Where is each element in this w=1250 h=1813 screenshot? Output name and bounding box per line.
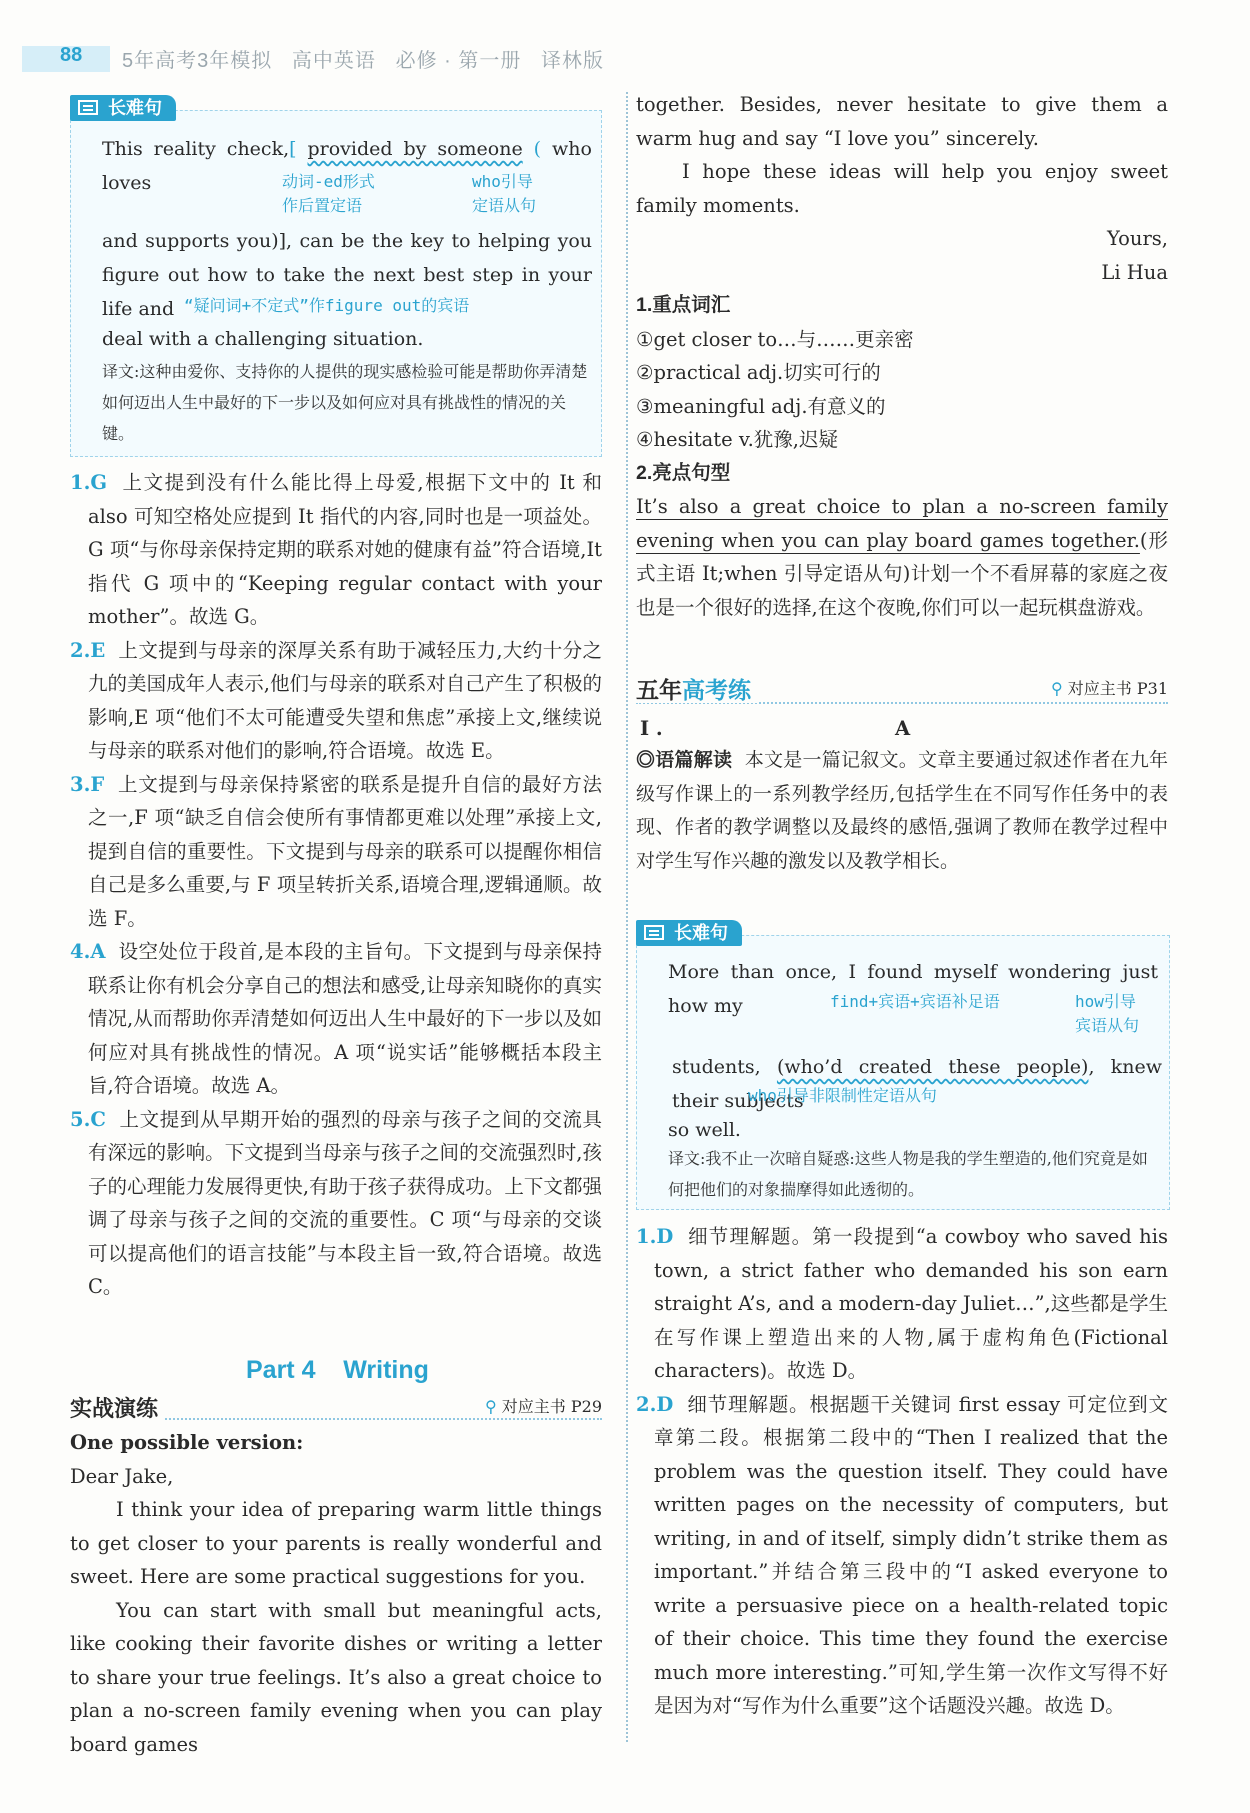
answer-text: 细节理解题。根据题干关键词 first essay 可定位到文章第二段。根据第二段中的“Then I realized that the problem was the question itself. They could have written pages on the necessity of computers, but writing, in and of itself, simply didn’t strike them as important.”并结合第三段中的“I asked everyone to write a persuasive piece on a health-related topic of their choice. This time they found the exercise much more interesting.”可知,学生第一次作文写得不好是因为对“写作为什么重要”这个话题没兴趣。故选 D。 xyxy=(654,1392,1168,1717)
ls2-text-a: students, xyxy=(672,1056,777,1078)
book-icon xyxy=(78,100,98,115)
ls2-line1: More than once, I found myself wondering just how my xyxy=(668,961,1158,1017)
answer-item xyxy=(636,1220,1168,1388)
book-title: 5年高考3年模拟 xyxy=(122,50,273,72)
ls1-text-a: This reality check, xyxy=(102,138,290,160)
ls2-text-c: , knew their subjects xyxy=(672,1056,1162,1112)
ls1-translation: 译文:这种由爱你、支持你的人提供的现实感检验可能是帮助你弄清楚如何迈出人生中最好的下一步以及如何应对具有挑战性的情况的关键。 xyxy=(102,362,588,443)
five-year-ref xyxy=(1045,676,1168,699)
answer-item xyxy=(70,634,602,768)
search-icon: ⚲ xyxy=(1050,679,1063,698)
ls1-text-c: provided by someone xyxy=(307,138,523,160)
book-icon xyxy=(644,925,664,940)
section-letter: A xyxy=(895,717,911,740)
ls2-anno-how: how引导 宾语从句 xyxy=(1075,992,1140,1035)
ls2-anno-who: who引导非限制性定语从句 xyxy=(748,1086,937,1105)
five-year-header xyxy=(636,672,1168,704)
long-sentence-tag-1 xyxy=(70,95,176,121)
answers-list-left xyxy=(70,466,602,1304)
practice-header xyxy=(70,1392,602,1420)
answer-item xyxy=(70,1103,602,1304)
ls1-line3: deal with a challenging situation. xyxy=(102,328,424,350)
vocab-item: ①get closer to…与……更亲密 xyxy=(636,327,914,351)
reading-label: ◎语篇解读 xyxy=(636,750,733,771)
vocab-item: ②practical adj.切实可行的 xyxy=(636,361,881,384)
ls2-translation: 译文:我不止一次暗自疑惑:这些人物是我的学生塑造的,他们究竟是如何把他们的对象揣摩得如此透彻的。 xyxy=(668,1149,1148,1199)
pattern-title: 2.亮点句型 xyxy=(636,461,731,484)
vocab-item: ④hesitate v.犹豫,迟疑 xyxy=(636,428,838,451)
answer-item xyxy=(70,768,602,936)
practice-ref xyxy=(479,1394,602,1417)
part-title: Part 4 Writing xyxy=(246,1356,429,1384)
answer-text: 细节理解题。第一段提到“a cowboy who saved his town, a strict father who demanded his son earn straight A’s, and a modern-day Juliet…”,这些都是学生在写作课上塑造出来的人物,属于虚构角色(Fictional characters)。故选 D。 xyxy=(654,1225,1168,1382)
reading-text: 本文是一篇记叙文。文章主要通过叙述作者在九年级写作课上的一系列教学经历,包括学生在不同写作任务中的表现、作者的教学调整以及最终的感悟,强调了教师在教学过程中对学生写作兴趣的激发以及教学相长。 xyxy=(636,749,1168,872)
ls1-text-e: who loves xyxy=(102,138,592,194)
answer-text: 上文提到从早期开始的强烈的母亲与孩子之间的交流具有深远的影响。下文提到当母亲与孩子之间的交流强烈时,孩子的心理能力发展得更快,有助于孩子获得成功。上下文都强调了母亲与孩子之间的交流的重要性。C 项“与母亲的交谈可以提高他们的语言技能”与本段主旨一致,符合语境。故选 C。 xyxy=(88,1107,602,1298)
answer-number: 5.C xyxy=(70,1107,106,1131)
answers-list-right xyxy=(636,1220,1168,1723)
answer-item xyxy=(636,1388,1168,1723)
pattern-sentence: It’s also a great choice to plan a no-screen family evening when you can play board games together. xyxy=(636,495,1168,552)
answer-number: 2.E xyxy=(70,638,106,662)
closing: Yours, xyxy=(1106,227,1168,250)
long-sentence-tag-2 xyxy=(636,920,742,946)
greeting: Dear Jake, xyxy=(70,1464,174,1488)
answer-text: 上文提到没有什么能比得上母爱,根据下文中的 It 和 also 可知空格处应提到 It 指代的内容,同时也是一项益处。G 项“与你母亲保持定期的联系对她的健康有益”符合语境,It 指代 G 项中的“Keeping regular contact with your mother”。故选 G。 xyxy=(88,471,602,628)
version-label: One possible version: xyxy=(70,1431,304,1454)
answer-text: 上文提到与母亲的深厚关系有助于减轻压力,大约十分之九的美国成年人表示,他们与母亲的联系对自己产生了积极的影响,E 项“他们不太可能遭受失望和焦虑”承接上文,继续说与母亲的联系对他们的影响,符合语境。故选 E。 xyxy=(88,638,602,762)
answer-number: 2.D xyxy=(636,1392,674,1416)
search-icon: ⚲ xyxy=(484,1397,497,1416)
vocab-item: ③meaningful adj.有意义的 xyxy=(636,394,886,418)
answer-item xyxy=(70,935,602,1103)
ls1-anno-who-clause: who引导 定语从句 xyxy=(472,172,537,215)
five-year-a: 五年 xyxy=(636,677,682,703)
answer-number: 1.D xyxy=(636,1225,674,1248)
essay-paragraph-1: I think your idea of preparing warm little things to get closer to your parents is really wonderful and sweet. Here are some practical suggestions for you. xyxy=(70,1498,602,1588)
essay-paragraph-3: I hope these ideas will help you enjoy sweet family moments. xyxy=(636,160,1168,217)
running-header xyxy=(122,44,604,73)
essay-right xyxy=(636,88,1168,624)
essay-continuation: together. Besides, never hesitate to give them a warm hug and say “I love you” sincerely. xyxy=(636,93,1168,150)
signature: Li Hua xyxy=(1101,260,1168,284)
paren-open: ( xyxy=(533,138,542,160)
reading-summary xyxy=(636,744,1168,878)
pattern-translation: (形式主语 It;when 引导定语从句)计划一个不看屏幕的家庭之夜也是一个很好的选择,在这个夜晚,你们可以一起玩棋盘游戏。 xyxy=(636,528,1168,619)
practice-title: 实战演练 xyxy=(70,1396,164,1421)
column-divider xyxy=(626,92,628,1742)
ls2-text-b: (who’d created these people) xyxy=(776,1056,1089,1078)
answer-number: 1.G xyxy=(70,471,108,494)
answer-number: 4.A xyxy=(70,940,106,963)
ls1-anno-ed-form: 动词-ed形式 作后置定语 xyxy=(282,172,375,215)
answer-text: 设空处位于段首,是本段的主旨句。下文提到与母亲保持联系让你有机会分享自己的想法和感受,让母亲知晓你的真实情况,从而帮助你弄清楚如何迈出人生中最好的下一步以及如何应对具有挑战性的情况。A 项“说实话”能够概括本段主旨,符合语境。故选 A。 xyxy=(88,940,603,1097)
edition: 译林版 xyxy=(541,50,605,72)
tag-label: 长难句 xyxy=(674,923,728,943)
answer-number: 3.F xyxy=(70,772,105,796)
vocab-title: 1.重点词汇 xyxy=(636,294,731,316)
five-year-title xyxy=(636,677,757,703)
ls2-line3: so well. xyxy=(668,1119,741,1141)
bracket-open: [ xyxy=(289,138,297,160)
essay-paragraph-2: You can start with small but meaningful acts, like cooking their favorite dishes or writing a letter to share your true feelings. It’s also a great choice to plan a no-screen family evening when you can play board games xyxy=(70,1598,602,1756)
volume: 必修 · 第一册 xyxy=(395,50,522,72)
answer-item xyxy=(70,466,602,634)
ls1-anno-infinitive: “疑问词+不定式”作figure out的宾语 xyxy=(184,296,470,315)
ls1-line2: and supports you)], can be the key to helping you figure out how to take the next best step in your life and xyxy=(102,230,592,320)
essay-left xyxy=(70,1426,602,1761)
ls2-anno-find: find+宾语+宾语补足语 xyxy=(830,992,1000,1011)
answer-text: 上文提到与母亲保持紧密的联系是提升自信的最好方法之一,F 项“缺乏自信会使所有事情都更难以处理”承接上文,提到自信的重要性。下文提到与母亲的联系可以提醒你相信自己是多么重要,与 F 项呈转折关系,语境合理,逻辑通顺。故选 F。 xyxy=(88,772,602,930)
practice-ref-text: 对应主书 P29 xyxy=(501,1397,602,1416)
five-year-b: 高考练 xyxy=(682,677,751,703)
page-number: 88 xyxy=(60,44,83,66)
section-roman: I . xyxy=(640,717,663,740)
five-year-ref-text: 对应主书 P31 xyxy=(1067,679,1168,698)
tag-label: 长难句 xyxy=(108,98,162,118)
subject: 高中英语 xyxy=(291,50,376,72)
pattern xyxy=(636,490,1168,624)
